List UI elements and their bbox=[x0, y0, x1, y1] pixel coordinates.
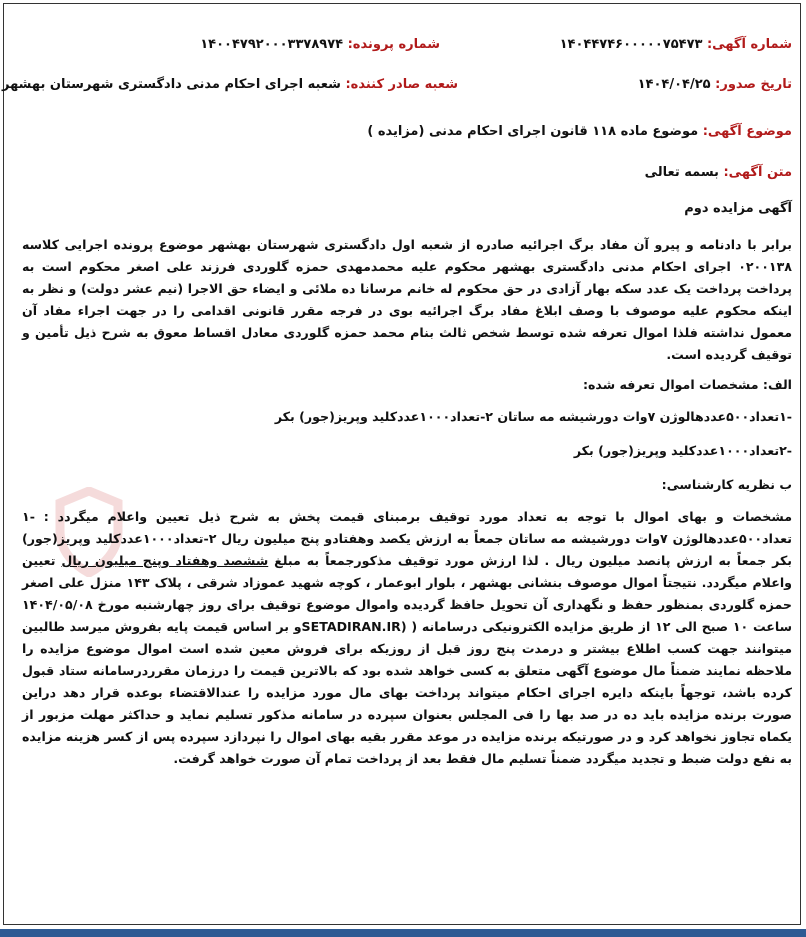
section-a-title: الف: مشخصات اموال تعرفه شده: bbox=[582, 377, 792, 392]
body-label: متن آگهی: bbox=[723, 165, 792, 180]
file-number bbox=[200, 37, 440, 52]
subject-value: موضوع ماده ۱۱۸ قانون اجرای احکام مدنی (مزایده ) bbox=[367, 124, 699, 139]
opening-text: بسمه تعالی bbox=[644, 165, 719, 180]
paragraph-2-part-a: مشخصات و بهای اموال با توجه به تعداد مورد توقیف برمبنای قیمت پخش به شرح ذیل تعیین واعلام میگردد : -۱ تعداد۵۰۰عددهالوژن ۷وات دورشیشه مه ساتان جمعاً به ارزش یکصد وهفتادو پنج میلیون ریال ۲-تعداد۱۰۰۰عددکلید وپریز(جور) بکر جمعاً به ارزش پانصد میلیون ریال . لذا ارزش مورد توقیف مذکورجمعاً به مبلغ bbox=[22, 509, 793, 568]
ad-number-label: شماره آگهی: bbox=[706, 37, 792, 52]
subject bbox=[367, 124, 792, 139]
paragraph-2-part-b: تعیین واعلام میگردد. نتیجتاً اموال موصوف بنشانی بهشهر ، بلوار ابوعمار ، کوچه شهید عموزاد شرقی ، پلاک ۱۴۳ منزل علی اصغر حمزه گلوردی بمنظور حفظ و نگهداری آن تحویل حافظ گردیده واموال موضوع توقیف برای روز چهارشنبه مورخ ۱۴۰۴/۰۵/۰۸ ساعت ۱۰ صبح الی ۱۲ از طریق مزایده الکترونیکی درسامانه ( (SETADIRAN.IRو بر اساس قیمت پایه بفروش میرسد طالبین میتوانند جهت کسب اطلاع بیشتر و درمدت پنج روز قبل از روزیکه برای فروش معین شده است اموال موضوع مزایده را ملاحظه نمایند ضمناً مال موضوع آگهی متعلق به کسی خواهد شده بود که بالاترین قیمت را درزمان مقرردرسامانه ستاد قبول کرده باشد، توجهاً باینکه دایره اجرای احکام میتواند پرداخت بهای مال مورد مزایده را عندالاقتضاء بوعده قرار دهد دراین صورت برنده مزایده باید ده در صد بها را فی المجلس بعنوان سپرده در سامانه مذکور تسلیم نماید و حداکثر مهلت مزبور از یکماه تجاوز نخواهد کرد و در صورتیکه برنده مزایده در موعد مقرر بقیه بهای اموال را نپردازد سپرده پس از کسر هزینه مزایده به نفع دولت ضبط و تجدید میگردد ضمناً تسلیم مال فقط بعد از پرداخت تمام آن صورت خواهد گرفت. bbox=[22, 553, 793, 766]
paragraph-2-underlined: ششصد وهفتاد وپنج میلیون ریال bbox=[61, 553, 269, 568]
file-number-value: ۱۴۰۰۴۷۹۲۰۰۰۳۳۷۸۹۷۴ bbox=[200, 37, 344, 52]
bottom-bar bbox=[0, 929, 806, 937]
section-b-title: ب نظریه کارشناسی: bbox=[661, 477, 792, 492]
notice-heading bbox=[684, 201, 792, 216]
paragraph-1: برابر با دادنامه و پیرو آن مفاد برگ اجرائیه صادره از شعبه اول دادگستری شهرستان بهشهر موضوع پرونده اجرایی کلاسه ۰۲۰۰۱۳۸ اجرای احکام مدنی دادگستری بهشهر محکوم علیه محمدمهدی حمزه گلوردی فرزند علی اصغر محکوم است به پرداخت پرداخت یک عدد سکه بهار آزادی در حق محکوم له خانم مرسانا ده ملائی و ایضاء حق الاجرا (نیم عشر دولت) و نظر به اینکه محکوم علیه موصوف با وصف ابلاغ مفاد برگ اجرائیه بوی در فرجه مقرر قانونی اقدامی را در جهت اجراء مفاد آن معمول نداشته فلذا اموال تعرفه شده توسط شخص ثالث بنام محمد حمزه گلوردی معادل اقساط معوق به شرح ذیل تأمین و توقیف گردیده است. bbox=[22, 237, 792, 362]
issuer-label: شعبه صادر کننده: bbox=[345, 77, 458, 92]
issue-date bbox=[638, 77, 792, 92]
issuer bbox=[2, 77, 458, 92]
ad-number-value: ۱۴۰۴۴۷۴۶۰۰۰۰۰۷۵۴۷۳ bbox=[559, 37, 703, 52]
issuer-value: شعبه اجرای احکام مدنی دادگستری شهرستان بهشهر bbox=[2, 77, 341, 92]
paragraph-2 bbox=[22, 506, 792, 770]
file-number-label: شماره پرونده: bbox=[347, 37, 440, 52]
item-2: -۲تعداد۱۰۰۰عددکلید وپریز(جور) بکر bbox=[573, 443, 792, 458]
notice-heading-text: آگهی مزایده دوم bbox=[684, 201, 792, 216]
notice-body bbox=[22, 234, 792, 770]
ad-number bbox=[560, 37, 792, 52]
notice-frame bbox=[3, 3, 801, 925]
issue-date-value: ۱۴۰۴/۰۴/۲۵ bbox=[637, 77, 711, 92]
body-intro bbox=[645, 165, 792, 180]
subject-label: موضوع آگهی: bbox=[702, 124, 792, 139]
item-1: -۱تعداد۵۰۰عددهالوژن ۷وات دورشیشه مه ساتان ۲-تعداد۱۰۰۰عددکلید وپریز(جور) بکر bbox=[274, 409, 792, 424]
issue-date-label: تاریخ صدور: bbox=[715, 77, 792, 92]
